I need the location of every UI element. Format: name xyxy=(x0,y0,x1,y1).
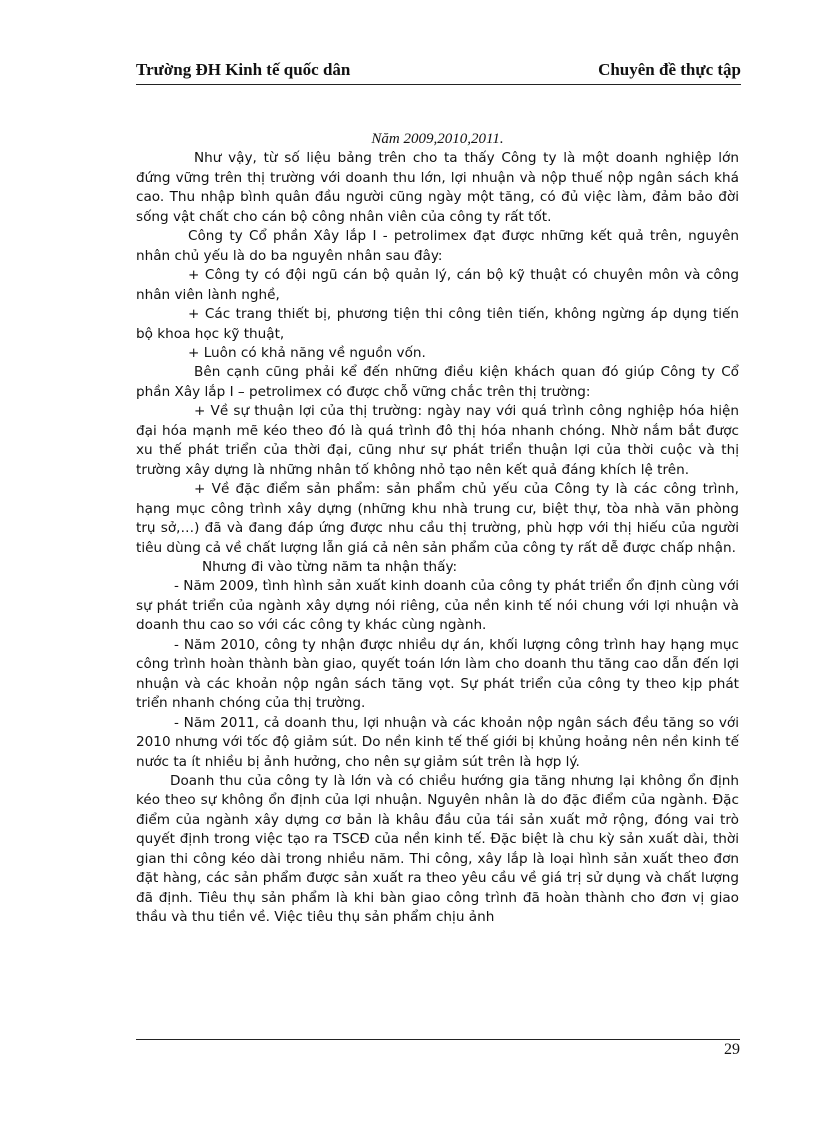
section-title: Năm 2009,2010,2011. xyxy=(371,131,504,147)
paragraph-summary: Như vậy, từ số liệu bảng trên cho ta thấy Công ty là một doanh nghiệp lớn đứng vững trên thị trường với doanh thu lớn, lợi nhuận và nộp thuế nộp ngân sách khá cao. Thu nhập bình quân đầu người cũng ngày một tăng, có đủ việc làm, đảm bảo đời sống vật chất cho cán bộ công nhân viên của công ty rất tốt. xyxy=(136,150,739,225)
paragraph-yearly-intro: Nhưng đi vào từng năm ta nhận thấy: xyxy=(202,558,458,575)
header-document-type: Chuyên đề thực tập xyxy=(598,60,741,79)
list-item-product-features: + Về đặc điểm sản phẩm: sản phẩm chủ yếu của Công ty là các công trình, hạng mục công trình xây dựng (những khu nhà trung cư, biệt thự, tòa nhà văn phòng trụ sở,…) đã và đang đáp ứng được nhu cầu thị trường, phù hợp với thị hiếu của người tiêu dùng cả về chất lượng lẫn giá cả nên sản phẩm của công ty rất dễ được chấp nhận. xyxy=(136,481,739,556)
page-number: 29 xyxy=(724,1041,740,1058)
footer-divider xyxy=(136,1039,740,1040)
list-item-year-2010: - Năm 2010, công ty nhận được nhiều dự án, khối lượng công trình hay hạng mục công trình hoàn thành bàn giao, quyết toán lớn làm cho doanh thu tăng cao dẫn đến lợi nhuận và các khoản nộp ngân sách tăng vọt. Sự phát triển của công ty theo kịp phát triển nhanh chóng của thị trường. xyxy=(136,636,739,712)
list-item-year-2011: - Năm 2011, cả doanh thu, lợi nhuận và các khoản nộp ngân sách đều tăng so với 2010 nhưng với tốc độ giảm sút. Do nền kinh tế thế giới bị khủng hoảng nên nền kinh tế nước ta ít nhiều bị ảnh hưởng, cho nên sự giảm sút trên là hợp lý. xyxy=(136,714,739,770)
document-body xyxy=(136,130,739,928)
list-item-reason-capital: + Luôn có khả năng về nguồn vốn. xyxy=(188,344,426,361)
paragraph-objective-conditions: Bên cạnh cũng phải kể đến những điều kiện khách quan đó giúp Công ty Cổ phần Xây lắp I – petrolimex có được chỗ vững chắc trên thị trường: xyxy=(136,364,739,400)
paragraph-revenue-analysis: Doanh thu của công ty là lớn và có chiều hướng gia tăng nhưng lại không ổn định kéo theo sự không ổn định của lợi nhuận. Nguyên nhân là do đặc điểm của ngành. Đặc điểm của ngành xây dựng cơ bản là khâu đầu của tái sản xuất mở rộng, đóng vai trò quyết định trong việc tạo ra TSCĐ của nền kinh tế. Đặc biệt là chu kỳ sản xuất dài, thời gian thi công kéo dài trong nhiều năm. Thi công, xây lắp là loại hình sản xuất theo đơn đặt hàng, các sản phẩm được sản xuất ra theo yêu cầu về giá trị sử dụng và chất lượng đã định. Tiêu thụ sản phẩm là khi bàn giao công trình đã hoàn thành cho đơn vị giao thầu và thu tiền về. Việc tiêu thụ sản phẩm chịu ảnh xyxy=(136,772,739,926)
list-item-reason-staff: + Công ty có đội ngũ cán bộ quản lý, cán bộ kỹ thuật có chuyên môn và công nhân viên lành nghề, xyxy=(136,267,739,303)
paragraph-reasons-intro: Công ty Cổ phần Xây lắp I - petrolimex đạt được những kết quả trên, nguyên nhân chủ yếu là do ba nguyên nhân sau đây: xyxy=(136,228,739,264)
list-item-market-advantage: + Về sự thuận lợi của thị trường: ngày nay với quá trình công nghiệp hóa hiện đại hóa mạnh mẽ kéo theo đó là quá trình đô thị hóa nhanh chóng. Nhờ nắm bắt được xu thế phát triển của thời đại, cũng như sự phát triển thuận lợi của thời cuộc và thị trường xây dựng là những nhân tố không nhỏ tạo nên kết quả đáng khích lệ trên. xyxy=(136,403,739,478)
list-item-reason-equipment: + Các trang thiết bị, phương tiện thi công tiên tiến, không ngừng áp dụng tiến bộ khoa học kỹ thuật, xyxy=(136,306,739,342)
list-item-year-2009: - Năm 2009, tình hình sản xuất kinh doanh của công ty phát triển ổn định cùng với sự phát triển của ngành xây dựng nói riêng, của nền kinh tế nói chung với lợi nhuận và doanh thu cao so với các công ty khác cùng ngành. xyxy=(136,578,739,634)
header-school-name: Trường ĐH Kinh tế quốc dân xyxy=(136,60,351,79)
page-header xyxy=(136,58,741,85)
